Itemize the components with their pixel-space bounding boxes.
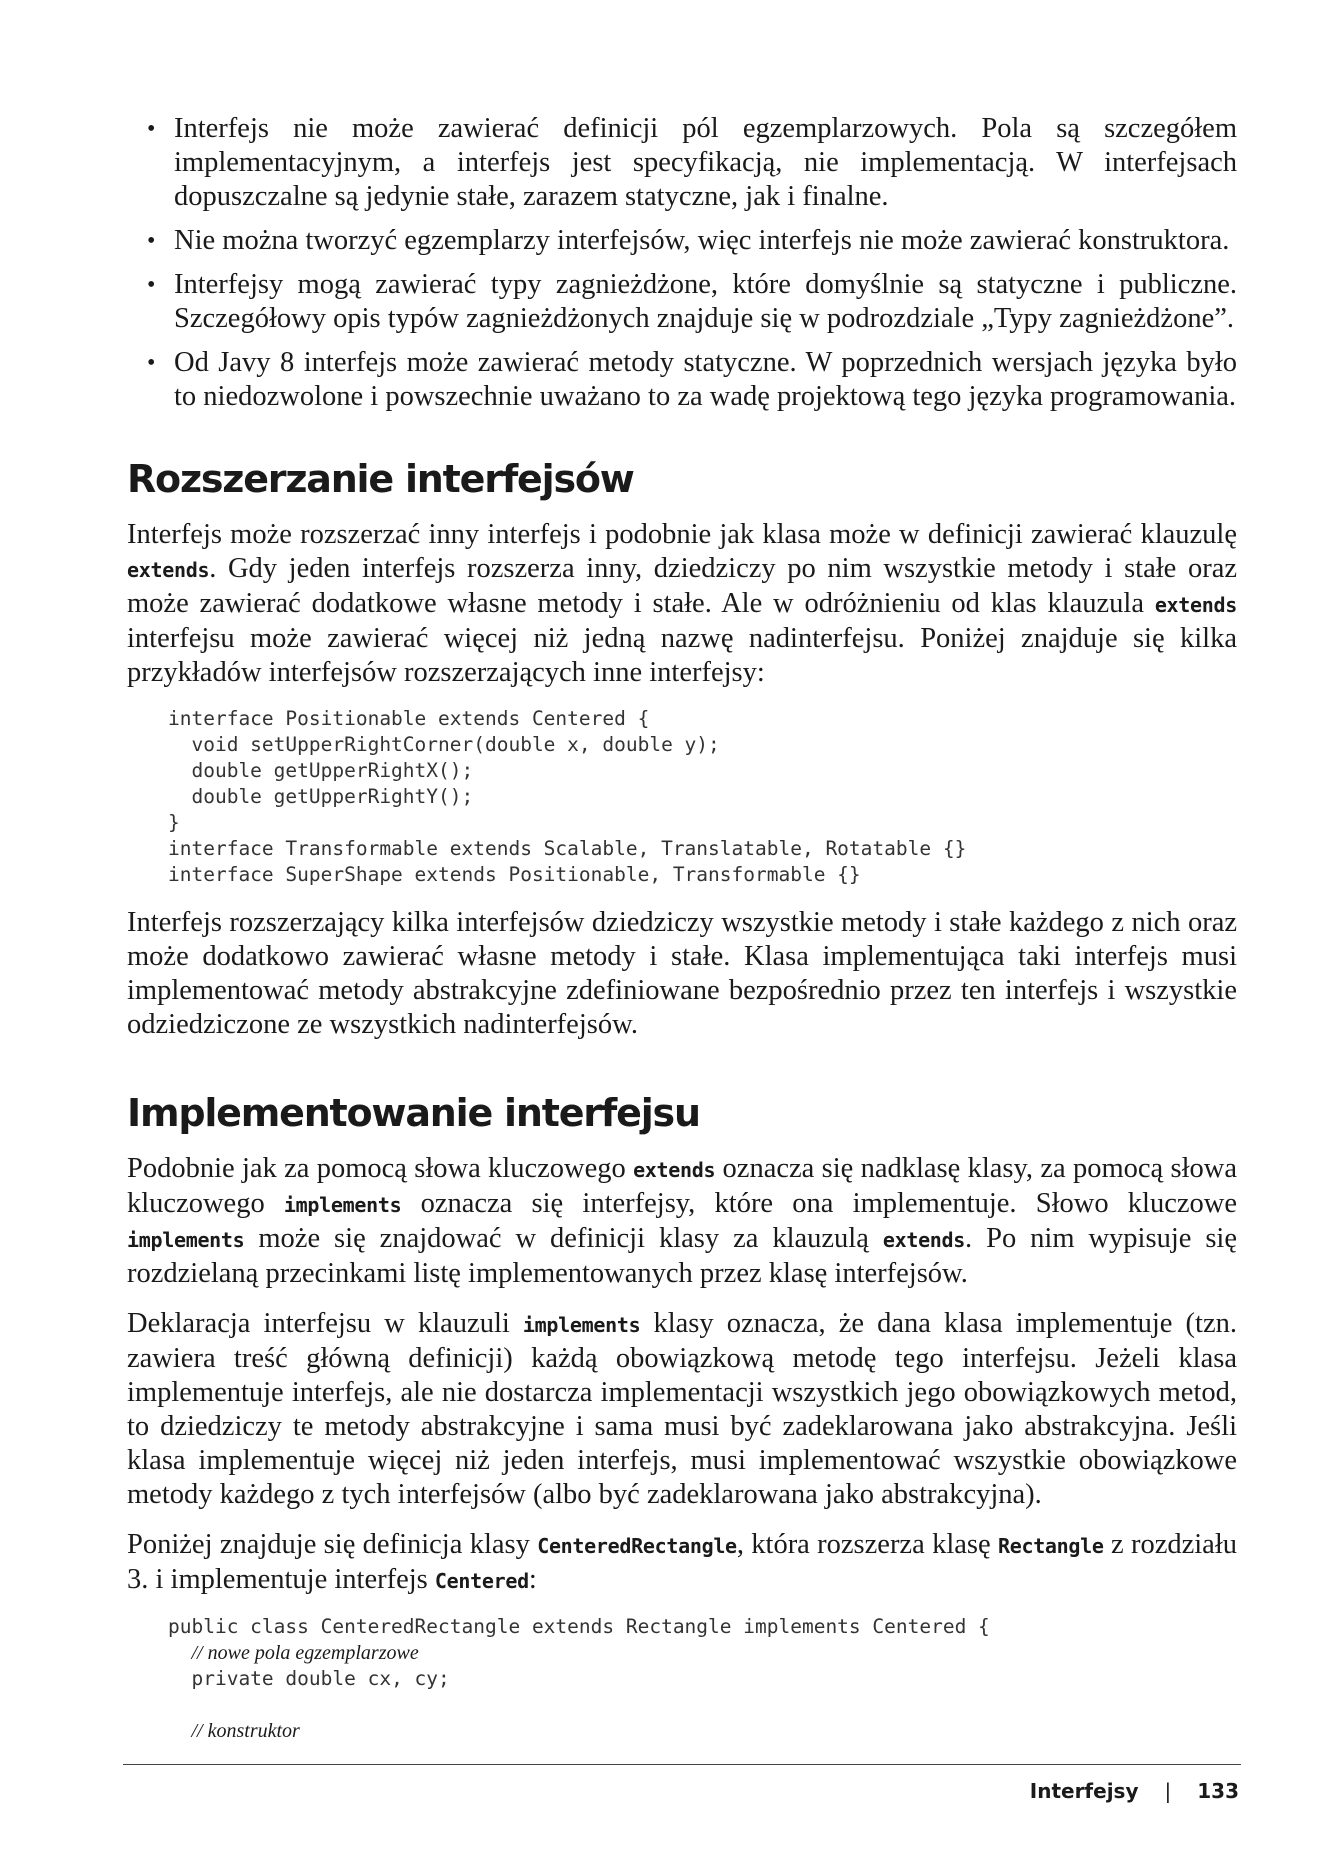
inline-code: extends [882,1228,966,1252]
footer-divider [123,1764,1241,1765]
paragraph-extending-intro [127,518,1237,690]
inline-code: Centered [434,1569,529,1593]
text-span: oznacza się nadklasę klasy, za pomocą słowa kluczowego [127,1153,1237,1219]
bullet-item: • Od Javy 8 interfejs może zawierać metody statyczne. W poprzednich wersjach języka było to niedozwolone i powszechnie uważano to za wadę projektową tego języka programowania. [127,346,1237,414]
inline-code: implements [283,1193,402,1217]
text-span: : [528,1564,537,1595]
page-number: 133 [1197,1779,1239,1803]
paragraph-extending-summary: Interfejs rozszerzający kilka interfejsów dziedziczy wszystkie metody i stałe każdego z nich oraz może dodatkowo zawierać własne metody i stałe. Klasa implementująca taki interfejs musi implementować metody abstrakcyjne zdefiniowane bezpośrednio przez ten interfejs i wszystkie odziedziczone ze wszystkich nadinterfejsów. [127,907,1237,1040]
bullet-list [127,112,1237,414]
footer-separator: | [1164,1779,1172,1803]
code-comment: // nowe pola egzemplarzowe [191,1642,419,1664]
section-heading-implementing: Implementowanie interfejsu [127,1091,700,1135]
code-comment: // konstruktor [191,1720,300,1742]
text-span: . Gdy jeden interfejs rozszerza inny, dziedziczy po nim wszystkie metody i stałe oraz może zawierać dodatkowe własne metody i stałe. Ale w odróżnieniu od klas klauzula [127,553,1237,619]
bullet-item: • Interfejsy mogą zawierać typy zagnieżdżone, które domyślnie są statyczne i publiczne. Szczegółowy opis typów zagnieżdżonych znajduje się w podrozdziale „Typy zagnieżdżone”. [127,268,1237,336]
text-span: oznacza się interfejsy, które ona implementuje. Słowo kluczowe [401,1188,1237,1219]
text-span: Interfejs może rozszerzać inny interfejs i podobnie jak klasa może w definicji zawierać klauzulę [127,519,1237,550]
bullet-item: • Interfejs nie może zawierać definicji pól egzemplarzowych. Pola są szczegółem implementacyjnym, a interfejs jest specyfikacją, nie implementacją. W interfejsach dopuszczalne są jedynie stałe, zarazem statyczne, jak i finalne. [127,112,1237,214]
inline-code: implements [127,1228,245,1252]
inline-code: CenteredRectangle [537,1534,737,1558]
code-block-interfaces: interface Positionable extends Centered { void setUpperRightCorner(double x, double y); double getUpperRightX(); double getUpperRightY(); } interface Transformable extends Scalable, Translatable, Rotatable {} interface SuperShape extends Positionable, Transformable {} [168,707,967,886]
paragraph-implements-keyword [127,1152,1237,1291]
text-span: . Po nim wypisuje się rozdzielaną przecinkami listę implementowanych przez klasę interfejsów. [127,1223,1238,1289]
text-span: może się znajdować w definicji klasy za klauzulą [244,1223,883,1254]
text-span: Podobnie jak za pomocą słowa kluczowego [127,1153,634,1184]
inline-code: extends [127,558,210,582]
page-content [127,112,1237,1762]
bullet-item: • Nie można tworzyć egzemplarzy interfejsów, więc interfejs nie może zawierać konstruktora. [127,224,1237,258]
section-heading-extending: Rozszerzanie interfejsów [127,457,634,501]
paragraph-implements-declaration [127,1307,1237,1512]
inline-code: implements [522,1313,641,1337]
inline-code: extends [1154,593,1237,617]
paragraph-centered-rectangle [127,1528,1237,1598]
text-span: , która rozszerza klasę [736,1529,998,1560]
footer-chapter-title: Interfejsy [1029,1779,1139,1803]
code-block-centered-rectangle [168,1614,1237,1744]
page-footer [1030,1779,1239,1803]
text-span: interfejsu może zawierać więcej niż jedną nazwę nadinterfejsu. Poniżej znajduje się kilka przykładów interfejsów rozszerzających inne interfejsy: [127,623,1237,688]
inline-code: Rectangle [997,1534,1104,1558]
text-span: klasy oznacza, że dana klasa implementuje (tzn. zawiera treść główną definicji) każdą obowiązkową metodę tego interfejsu. Jeżeli klasa implementuje interfejs, ale nie dostarcza implementacji wszystkich jego obowiązkowych metod, to dziedziczy te metody abstrakcyjne i sama musi być zadeklarowana jako abstrakcyjna. Jeśli klasa implementuje więcej niż jeden interfejs, musi implementować wszystkie obowiązkowe metody każdego z tych interfejsów (albo być zadeklarowana jako abstrakcyjna). [127,1308,1237,1510]
code-line: private double cx, cy; [191,1667,450,1690]
text-span: Poniżej znajduje się definicja klasy [127,1529,538,1560]
inline-code: extends [633,1158,716,1182]
text-span: Deklaracja interfejsu w klauzuli [127,1308,523,1339]
text-span: z rozdziału 3. i implementuje interfejs [127,1529,1237,1595]
code-line: public class CenteredRectangle extends Rectangle implements Centered { [168,1615,990,1638]
